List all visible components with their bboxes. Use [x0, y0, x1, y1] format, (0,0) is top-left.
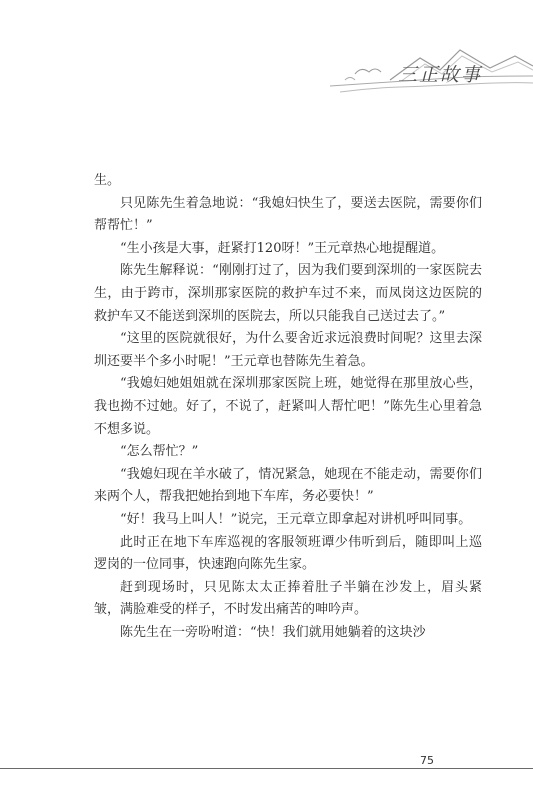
paragraph: “好！我马上叫人！”说完，王元章立即拿起对讲机呼叫同事。 [120, 511, 472, 527]
footer-rule [0, 768, 533, 769]
paragraph: 陈先生解释说：“刚刚打过了，因为我们要到深圳的一家医院去生，由于跨市，深圳那家医院的救护车过不来，而凤岗这边医院的救护车又不能送到深圳的医院去，所以只能我自己送过去了。” [94, 263, 482, 324]
paragraph: “这里的医院就很好，为什么要舍近求远浪费时间呢？这里去深圳还要半个多小时呢！”王元章也替陈先生着急。 [94, 331, 482, 369]
paragraph: 此时正在地下车库巡视的客服领班谭少伟听到后，随即叫上巡逻岗的一位同事，快速跑向陈先生家。 [94, 534, 482, 573]
paragraph: “我媳妇现在羊水破了，情况紧急，她现在不能走动，需要你们来两个人，帮我把她抬到地下车库，务必要快！” [94, 466, 482, 505]
running-header-title: 三正故事 [398, 64, 483, 86]
paragraph: “生小孩是大事，赶紧打120呀！”王元章热心地提醒道。 [120, 240, 445, 256]
paragraph: 陈先生在一旁吩咐道：“快！我们就用她躺着的这块沙 [120, 624, 426, 640]
paragraph: 只见陈先生着急地说：“我媳妇快生了，要送去医院，需要你们帮帮忙！” [94, 195, 482, 234]
paragraph: 赶到现场时，只见陈太太正捧着肚子半躺在沙发上，眉头紧皱，满脸难受的样子，不时发出痛苦的呻吟声。 [94, 579, 482, 618]
page-number: 75 [420, 754, 434, 767]
paragraph: 生。 [94, 173, 121, 188]
paragraph: “我媳妇她姐姐就在深圳那家医院上班，她觉得在那里放心些，我也拗不过她。好了，不说了，赶紧叫人帮忙吧！”陈先生心里着急不想多说。 [94, 376, 482, 437]
body-text [94, 170, 482, 644]
paragraph: “怎么帮忙？” [120, 444, 199, 460]
